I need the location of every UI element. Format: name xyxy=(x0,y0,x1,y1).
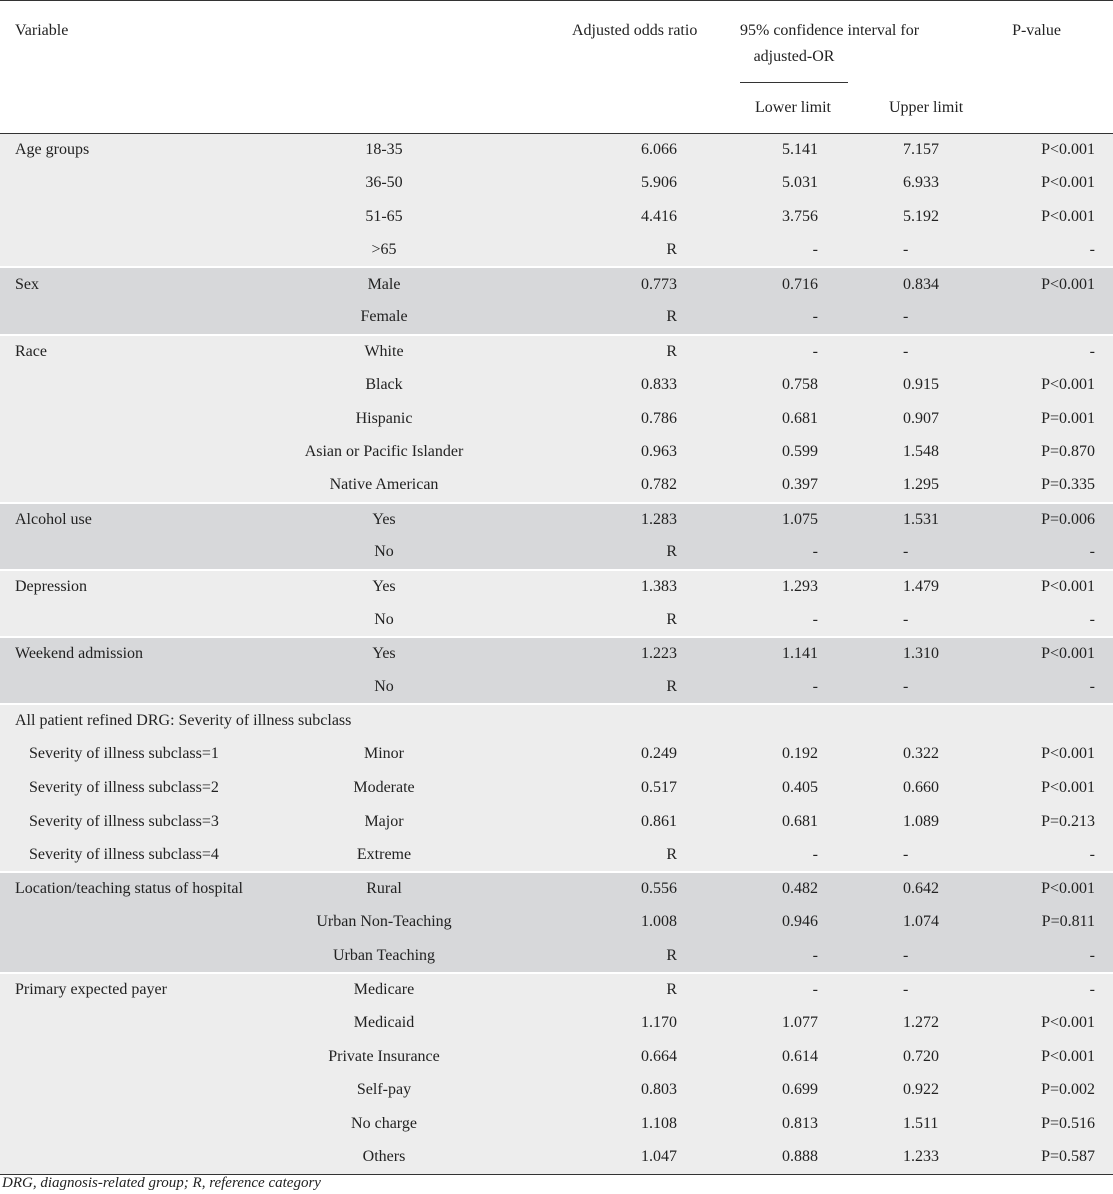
adjusted-or-cell: 0.773 xyxy=(572,267,686,301)
lower-limit-cell: 0.482 xyxy=(686,872,857,906)
upper-limit-cell: 6.933 xyxy=(903,174,939,192)
category-cell: Male xyxy=(256,267,572,301)
pvalue-cell: P<0.001 xyxy=(1041,745,1095,763)
lower-limit-cell: 0.405 xyxy=(782,779,818,797)
upper-limit-cell: 0.720 xyxy=(903,1047,939,1065)
pvalue-cell: - xyxy=(1089,845,1095,863)
table-row xyxy=(0,906,1113,940)
empty-cell xyxy=(0,1006,256,1040)
pvalue-cell: P=0.335 xyxy=(1041,476,1095,494)
lower-limit-cell: - xyxy=(686,973,857,1007)
upper-limit-cell: - xyxy=(903,610,909,628)
adjusted-or-cell: 5.906 xyxy=(641,174,677,192)
pvalue-cell: P<0.001 xyxy=(1041,1014,1095,1032)
pvalue-cell: P=0.870 xyxy=(1041,443,1095,461)
upper-limit-cell: 0.922 xyxy=(903,1081,939,1099)
table-row xyxy=(0,435,1113,469)
category-cell: Medicare xyxy=(256,973,572,1007)
adjusted-or-cell: 6.066 xyxy=(641,141,677,159)
category-cell: Female xyxy=(360,308,408,326)
empty-cell xyxy=(0,536,256,570)
table-row xyxy=(0,167,1113,201)
category-cell: No charge xyxy=(351,1115,417,1133)
adjusted-or-cell: 0.249 xyxy=(641,745,677,763)
pvalue-cell: P<0.001 xyxy=(1041,207,1095,225)
category-cell: Minor xyxy=(364,745,404,763)
pvalue-cell: P<0.001 xyxy=(960,637,1113,671)
upper-limit-cell: 1.089 xyxy=(903,812,939,830)
table-row xyxy=(0,301,1113,335)
category-cell: Native American xyxy=(329,476,439,494)
pvalue-cell: P<0.001 xyxy=(1041,141,1095,159)
adjusted-or-cell: R xyxy=(572,335,686,369)
empty-cell xyxy=(0,1141,256,1175)
adjusted-or-cell: R xyxy=(666,543,677,561)
category-cell: Self-pay xyxy=(356,1081,412,1099)
header-category-blank xyxy=(256,1,572,134)
adjusted-or-cell: 0.782 xyxy=(641,476,677,494)
adjusted-or-cell: R xyxy=(666,677,677,695)
table-row xyxy=(0,536,1113,570)
lower-limit-cell: - xyxy=(812,845,818,863)
pvalue-cell: - xyxy=(960,973,1113,1007)
category-cell: Yes xyxy=(256,503,572,537)
adjusted-or-cell: 1.223 xyxy=(572,637,686,671)
lower-limit-cell: 0.946 xyxy=(782,913,818,931)
upper-limit-cell: 0.660 xyxy=(903,779,939,797)
empty-cell xyxy=(0,906,256,940)
upper-limit-cell: 1.272 xyxy=(903,1014,939,1032)
empty-cell xyxy=(0,234,256,268)
table-row xyxy=(0,335,1113,369)
table-row xyxy=(0,267,1113,301)
upper-limit-cell: 7.157 xyxy=(903,141,939,159)
pvalue-cell: P=0.002 xyxy=(1041,1081,1095,1099)
empty-cell xyxy=(0,167,256,201)
category-cell: No xyxy=(374,677,394,695)
adjusted-or-cell: R xyxy=(666,845,677,863)
group-label: Primary expected payer xyxy=(0,973,256,1007)
header-ci-label xyxy=(740,18,920,83)
subgroup-label: Severity of illness subclass=2 xyxy=(29,779,219,797)
pvalue-cell: P=0.213 xyxy=(1041,812,1095,830)
table-row xyxy=(0,200,1113,234)
adjusted-or-cell: 0.517 xyxy=(641,779,677,797)
lower-limit-cell: 0.397 xyxy=(782,476,818,494)
table-header xyxy=(0,1,1113,134)
pvalue-cell: P<0.001 xyxy=(1041,375,1095,393)
pvalue-cell: P<0.001 xyxy=(960,570,1113,604)
adjusted-or-cell: 1.383 xyxy=(572,570,686,604)
group-label: All patient refined DRG: Severity of illness subclass xyxy=(0,704,1113,738)
pvalue-cell: P=0.516 xyxy=(1041,1115,1095,1133)
category-cell: Asian or Pacific Islander xyxy=(304,443,464,461)
lower-limit-cell: - xyxy=(812,241,818,259)
group-label: Location/teaching status of hospital xyxy=(0,872,256,906)
table-row xyxy=(0,234,1113,268)
table-row xyxy=(0,671,1113,705)
group-label: Depression xyxy=(0,570,256,604)
pvalue-cell: P<0.001 xyxy=(960,872,1113,906)
group-label: Race xyxy=(0,335,256,369)
table-row xyxy=(0,1074,1113,1108)
adjusted-or-cell: 0.664 xyxy=(641,1047,677,1065)
upper-limit-cell: - xyxy=(857,335,960,369)
pvalue-cell xyxy=(960,301,1113,335)
pvalue-cell: - xyxy=(1089,946,1095,964)
pvalue-cell: P<0.001 xyxy=(960,267,1113,301)
pvalue-cell: P=0.006 xyxy=(960,503,1113,537)
table-row xyxy=(0,973,1113,1007)
empty-cell xyxy=(0,402,256,436)
adjusted-or-cell: 1.283 xyxy=(572,503,686,537)
upper-limit-cell: - xyxy=(903,543,909,561)
lower-limit-cell: 0.758 xyxy=(782,375,818,393)
category-cell: Yes xyxy=(256,570,572,604)
category-cell: Major xyxy=(364,812,404,830)
upper-limit-cell: 1.511 xyxy=(903,1115,939,1133)
adjusted-or-cell: 4.416 xyxy=(641,207,677,225)
category-cell: Urban Non-Teaching xyxy=(316,913,452,931)
pvalue-cell: - xyxy=(1089,241,1095,259)
table-footnote: DRG, diagnosis-related group; R, reference category xyxy=(2,1175,321,1191)
category-cell: Private Insurance xyxy=(328,1047,440,1065)
group-label: Alcohol use xyxy=(0,503,256,537)
upper-limit-cell: 0.834 xyxy=(857,267,960,301)
upper-limit-cell: - xyxy=(903,308,909,326)
table-row xyxy=(0,637,1113,671)
table-body xyxy=(0,133,1113,1174)
lower-limit-cell: 0.599 xyxy=(782,443,818,461)
lower-limit-cell: 1.293 xyxy=(686,570,857,604)
category-cell: Others xyxy=(362,1148,406,1166)
category-cell: Yes xyxy=(256,637,572,671)
adjusted-or-cell: R xyxy=(666,241,677,259)
adjusted-or-cell: 1.170 xyxy=(641,1014,677,1032)
upper-limit-cell: 0.915 xyxy=(903,375,939,393)
upper-limit-cell: 0.322 xyxy=(903,745,939,763)
lower-limit-cell: 3.756 xyxy=(782,207,818,225)
adjusted-or-cell: 1.108 xyxy=(641,1115,677,1133)
adjusted-or-cell: 0.861 xyxy=(641,812,677,830)
empty-cell xyxy=(0,939,256,973)
table-row xyxy=(0,1107,1113,1141)
pvalue-cell: P<0.001 xyxy=(1041,779,1095,797)
adjusted-or-cell: 1.008 xyxy=(641,913,677,931)
group-label: Weekend admission xyxy=(0,637,256,671)
upper-limit-cell: 1.310 xyxy=(857,637,960,671)
table-row xyxy=(0,771,1113,805)
lower-limit-cell: 5.031 xyxy=(782,174,818,192)
lower-limit-cell: - xyxy=(812,610,818,628)
lower-limit-cell: 0.716 xyxy=(686,267,857,301)
header-lower-limit: Lower limit xyxy=(755,98,831,116)
adjusted-or-cell: R xyxy=(572,973,686,1007)
pvalue-cell: - xyxy=(1089,610,1095,628)
upper-limit-cell: 1.074 xyxy=(903,913,939,931)
category-cell: >65 xyxy=(371,241,397,259)
upper-limit-cell: - xyxy=(903,241,909,259)
category-cell: No xyxy=(374,543,394,561)
adjusted-or-cell: 1.047 xyxy=(641,1148,677,1166)
adjusted-or-cell: 0.786 xyxy=(641,409,677,427)
empty-cell xyxy=(0,1040,256,1074)
table-row xyxy=(0,1006,1113,1040)
category-cell: Rural xyxy=(256,872,572,906)
pvalue-cell: P=0.001 xyxy=(1041,409,1095,427)
upper-limit-cell: 1.479 xyxy=(857,570,960,604)
table-row xyxy=(0,1141,1113,1175)
lower-limit-cell: 0.192 xyxy=(782,745,818,763)
pvalue-cell: - xyxy=(1089,543,1095,561)
adjusted-or-cell: R xyxy=(666,946,677,964)
lower-limit-cell: 5.141 xyxy=(782,141,818,159)
lower-limit-cell: 0.681 xyxy=(782,409,818,427)
table-row xyxy=(0,570,1113,604)
header-pvalue: P-value xyxy=(1012,22,1061,39)
adjusted-or-cell: 0.833 xyxy=(641,375,677,393)
upper-limit-cell: - xyxy=(857,973,960,1007)
category-cell: 36-50 xyxy=(365,174,403,192)
lower-limit-cell: 1.141 xyxy=(686,637,857,671)
category-cell: 51-65 xyxy=(365,207,403,225)
category-cell: Extreme xyxy=(356,845,412,863)
empty-cell xyxy=(0,603,256,637)
lower-limit-cell: 0.699 xyxy=(782,1081,818,1099)
pvalue-cell: - xyxy=(1089,677,1095,695)
upper-limit-cell: - xyxy=(903,845,909,863)
upper-limit-cell: 5.192 xyxy=(903,207,939,225)
table-row xyxy=(0,738,1113,772)
header-adjusted-or: Adjusted odds ratio xyxy=(572,22,698,39)
lower-limit-cell: - xyxy=(812,543,818,561)
lower-limit-cell: 0.614 xyxy=(782,1047,818,1065)
table-row xyxy=(0,469,1113,503)
table-row xyxy=(0,368,1113,402)
lower-limit-cell: 0.681 xyxy=(782,812,818,830)
empty-cell xyxy=(0,1107,256,1141)
table-row xyxy=(0,133,1113,167)
upper-limit-cell: 1.531 xyxy=(857,503,960,537)
pvalue-cell: P<0.001 xyxy=(1041,1047,1095,1065)
pvalue-cell: - xyxy=(960,335,1113,369)
empty-cell xyxy=(0,469,256,503)
subgroup-label: Severity of illness subclass=3 xyxy=(29,812,219,830)
category-cell: Medicaid xyxy=(353,1014,415,1032)
table-row xyxy=(0,805,1113,839)
lower-limit-cell: 0.813 xyxy=(782,1115,818,1133)
category-cell: White xyxy=(256,335,572,369)
pvalue-cell: P=0.811 xyxy=(1041,913,1095,931)
pvalue-cell: P=0.587 xyxy=(1041,1148,1095,1166)
lower-limit-cell: - xyxy=(812,946,818,964)
table-row xyxy=(0,603,1113,637)
adjusted-or-cell: 0.963 xyxy=(641,443,677,461)
table-row xyxy=(0,503,1113,537)
lower-limit-cell: - xyxy=(812,308,818,326)
category-cell: Black xyxy=(365,375,403,393)
header-ci-group xyxy=(686,1,960,84)
header-upper-limit: Upper limit xyxy=(889,98,964,116)
empty-cell xyxy=(0,200,256,234)
subgroup-label: Severity of illness subclass=4 xyxy=(29,845,219,863)
upper-limit-cell: 1.233 xyxy=(903,1148,939,1166)
lower-limit-cell: - xyxy=(812,677,818,695)
adjusted-or-cell: R xyxy=(666,610,677,628)
subgroup-label: Severity of illness subclass=1 xyxy=(29,745,219,763)
category-cell: Moderate xyxy=(353,779,415,797)
empty-cell xyxy=(0,301,256,335)
upper-limit-cell: 1.295 xyxy=(903,476,939,494)
table-row xyxy=(0,939,1113,973)
category-cell: Hispanic xyxy=(355,409,413,427)
header-ci-line2: adjusted-OR xyxy=(753,48,835,65)
header-ci-line1: 95% confidence interval for xyxy=(740,22,920,39)
empty-cell xyxy=(0,1074,256,1108)
upper-limit-cell: - xyxy=(903,677,909,695)
lower-limit-cell: - xyxy=(686,335,857,369)
lower-limit-cell: 0.888 xyxy=(782,1148,818,1166)
adjusted-or-cell: 0.803 xyxy=(641,1081,677,1099)
empty-cell xyxy=(0,435,256,469)
pvalue-cell: P<0.001 xyxy=(1041,174,1095,192)
table-row xyxy=(0,838,1113,872)
adjusted-or-cell: R xyxy=(666,308,677,326)
empty-cell xyxy=(0,368,256,402)
table-row xyxy=(0,402,1113,436)
header-variable: Variable xyxy=(15,22,69,39)
upper-limit-cell: 0.907 xyxy=(903,409,939,427)
category-cell: Urban Teaching xyxy=(332,946,436,964)
table-row xyxy=(0,872,1113,906)
category-cell: 18-35 xyxy=(365,141,403,159)
table-row xyxy=(0,704,1113,738)
upper-limit-cell: 0.642 xyxy=(857,872,960,906)
lower-limit-cell: 1.075 xyxy=(686,503,857,537)
table-row xyxy=(0,1040,1113,1074)
upper-limit-cell: 1.548 xyxy=(903,443,939,461)
upper-limit-cell: - xyxy=(903,946,909,964)
empty-cell xyxy=(0,671,256,705)
category-cell: No xyxy=(374,610,394,628)
lower-limit-cell: 1.077 xyxy=(782,1014,818,1032)
group-label: Sex xyxy=(0,267,256,301)
group-label: Age groups xyxy=(15,141,90,159)
adjusted-or-cell: 0.556 xyxy=(572,872,686,906)
